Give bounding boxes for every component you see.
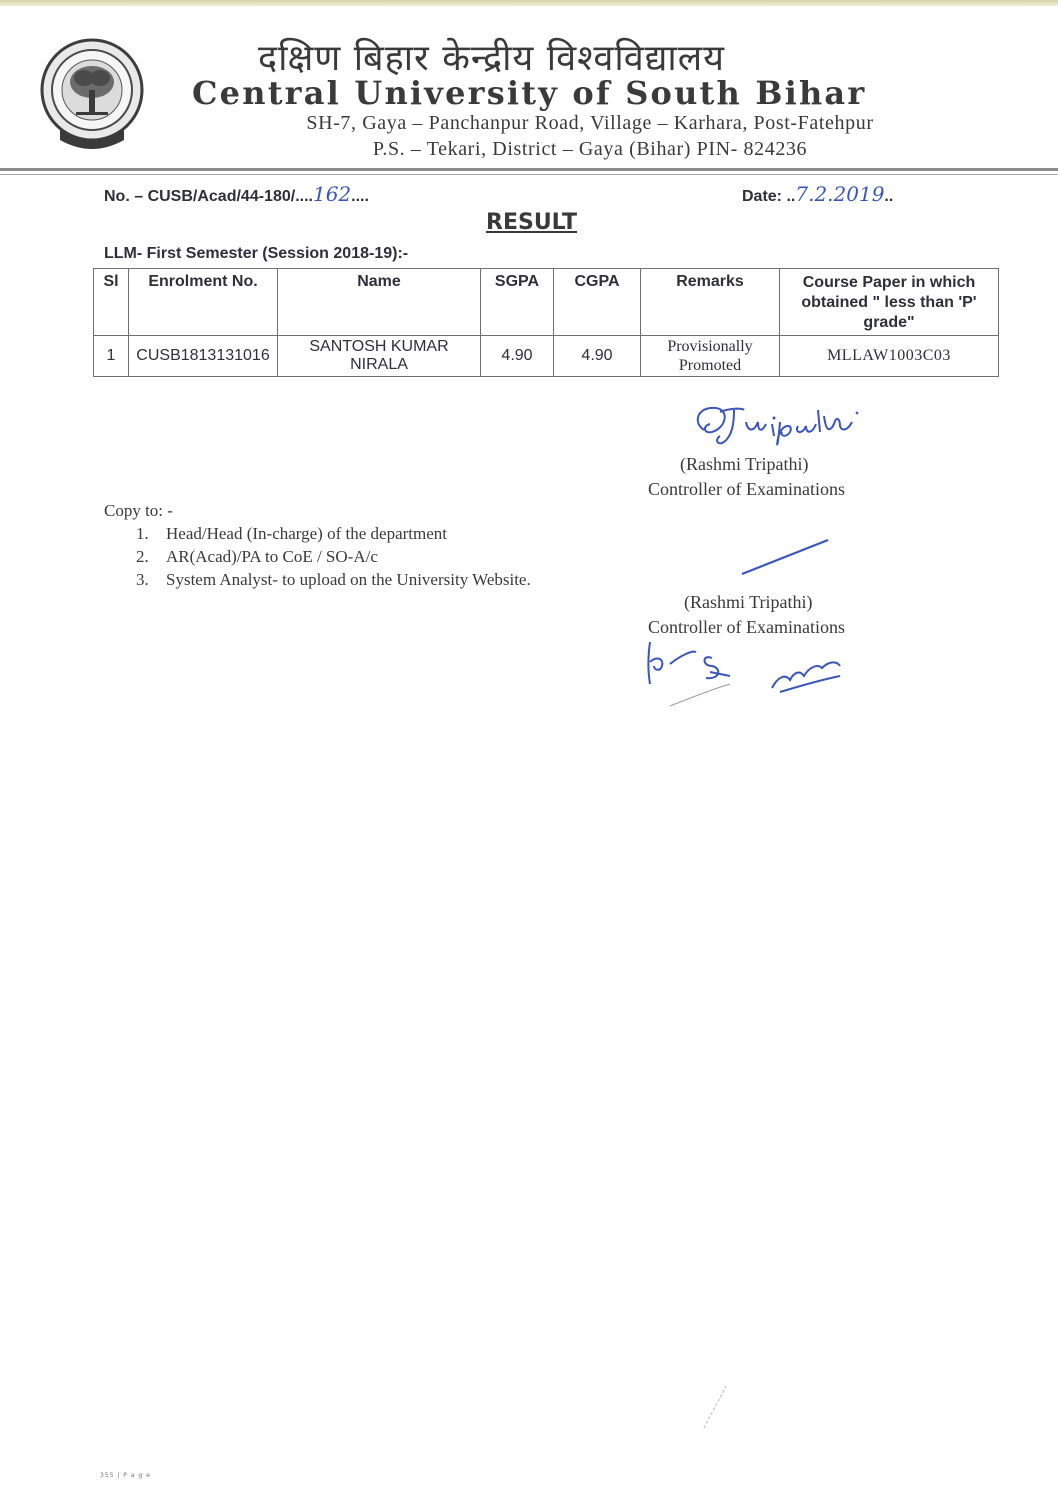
signatory-1-name: (Rashmi Tripathi): [680, 454, 809, 474]
copy-to-list: [136, 524, 531, 593]
cell-cgpa: 4.90: [554, 336, 641, 377]
university-seal-icon: [40, 32, 144, 160]
signature-stroke-2: [738, 536, 834, 580]
result-table: [93, 268, 999, 377]
reference-number: No. – CUSB/Acad/44-180/....162....: [104, 182, 369, 206]
column-header-remarks: Remarks: [641, 269, 780, 336]
cell-remarks: [641, 336, 780, 377]
scan-speck: [700, 1382, 730, 1432]
address-line-1: SH-7, Gaya – Panchanpur Road, Village – Karhara, Post-Fatehpur: [306, 112, 874, 134]
list-item-text: System Analyst- to upload on the University Website.: [166, 570, 531, 589]
document-date: Date: ..7.2.2019..: [742, 182, 894, 206]
cell-name: SANTOSH KUMAR NIRALA: [278, 336, 481, 377]
scan-top-edge: [0, 0, 1058, 6]
cell-enrolment: CUSB1813131016: [129, 336, 278, 377]
university-english-name: Central University of South Bihar: [192, 74, 867, 112]
column-header-course-paper: Course Paper in which obtained " less than 'P' grade": [780, 269, 999, 336]
header-divider-thin: [0, 174, 1058, 175]
university-hindi-name: दक्षिण बिहार केन्द्रीय विश्वविद्यालय: [258, 38, 726, 79]
list-item-number: 1.: [136, 524, 149, 543]
date-label: Date:: [742, 188, 783, 205]
column-header-name: Name: [278, 269, 481, 336]
reference-number-handwritten: 162: [312, 182, 352, 206]
cell-sl: 1: [94, 336, 129, 377]
list-item-number: 3.: [136, 570, 149, 589]
session-line: LLM- First Semester (Session 2018-19):-: [104, 245, 409, 262]
header-divider: [0, 168, 1058, 171]
table-row: [94, 336, 999, 377]
cell-course-paper: MLLAW1003C03: [780, 336, 999, 377]
date-value-handwritten: 7.2.2019: [795, 182, 885, 206]
table-header-row: [94, 269, 999, 336]
signatory-1-title: Controller of Examinations: [648, 479, 845, 499]
list-item: [136, 570, 531, 593]
column-header-cgpa: CGPA: [554, 269, 641, 336]
list-item-text: Head/Head (In-charge) of the department: [166, 524, 447, 543]
list-item-number: 2.: [136, 547, 149, 566]
copy-to-label: Copy to: -: [104, 501, 173, 520]
column-header-sgpa: SGPA: [481, 269, 554, 336]
column-header-enrolment: Enrolment No.: [129, 269, 278, 336]
list-item: [136, 547, 531, 570]
signature-rashmi-tripathi: [690, 402, 870, 450]
list-item-text: AR(Acad)/PA to CoE / SO-A/c: [166, 547, 378, 566]
list-item: [136, 524, 531, 547]
page-footer-mark: 355 | P a g e: [100, 1472, 151, 1479]
column-header-sl: Sl: [94, 269, 129, 336]
handwritten-initials: [640, 636, 860, 712]
remarks-line-2: Promoted: [678, 357, 742, 374]
result-heading: RESULT: [486, 210, 578, 235]
signatory-2-title: Controller of Examinations: [648, 617, 845, 637]
signatory-2-name: (Rashmi Tripathi): [684, 592, 813, 612]
cell-sgpa: 4.90: [481, 336, 554, 377]
reference-prefix: No. – CUSB/Acad/44-180/: [104, 188, 296, 205]
address-line-2: P.S. – Tekari, District – Gaya (Bihar) PIN- 824236: [372, 138, 808, 160]
remarks-line-1: Provisionally: [667, 338, 753, 355]
